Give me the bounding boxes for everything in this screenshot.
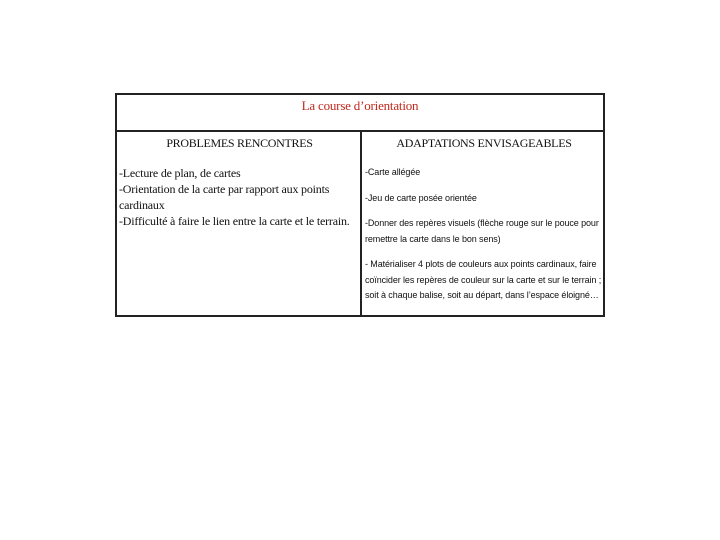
problem-item: -Orientation de la carte par rapport aux points cardinaux (119, 182, 330, 212)
problems-header: PROBLEMES RENCONTRES (166, 136, 313, 150)
table-title: La course d’orientation (301, 98, 419, 113)
adaptation-item: -Donner des repères visuels (flèche rouge sur le pouce pour remettre la carte dans le bon sens) (365, 218, 599, 244)
table-title-row (117, 95, 603, 132)
adaptation-item: - Matérialiser 4 plots de couleurs aux points cardinaux, faire coïncider les repères de couleur sur la carte et sur le terrain ; soit à chaque balise, soit au départ, dans l’espace éloigné… (365, 259, 602, 300)
adaptation-item: -Carte allégée (365, 167, 421, 177)
adaptations-header: ADAPTATIONS ENVISAGEABLES (396, 136, 572, 150)
adaptations-column (362, 132, 603, 314)
problem-item: -Difficulté à faire le lien entre la carte et le terrain. (119, 214, 350, 228)
problem-item: -Lecture de plan, de cartes (119, 166, 241, 180)
problems-list (119, 165, 360, 229)
orientation-table (115, 93, 605, 317)
adaptations-list (365, 165, 603, 304)
problems-column (117, 132, 360, 229)
adaptation-item: -Jeu de carte posée orientée (365, 192, 477, 203)
